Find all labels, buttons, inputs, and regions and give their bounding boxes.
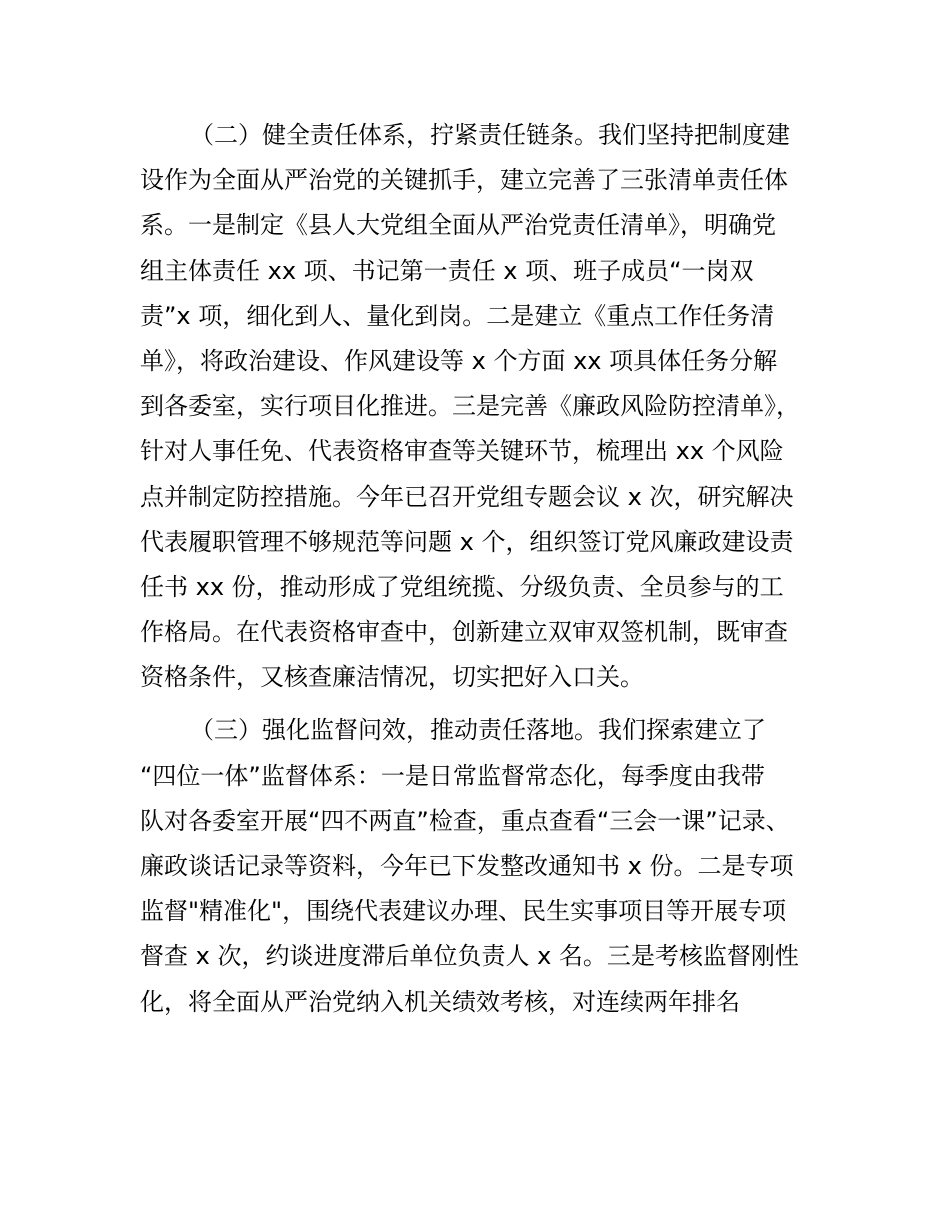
text-line: 针对人事任免、代表资格审查等关键环节，梳理出 xx 个风险: [140, 437, 784, 466]
paragraph-section-3: [140, 708, 830, 1024]
text-line: 点并制定防控措施。今年已召开党组专题会议 x 次，研究解决: [140, 482, 794, 511]
text-line: 系。一是制定《县人大党组全面从严治党责任清单》，明确党: [140, 211, 776, 240]
text-line: （三）强化监督问效，推动责任落地。我们探索建立了: [190, 716, 766, 745]
text-line: 监督"精准化"，围绕代表建议办理、民生实事项目等开展专项: [140, 897, 787, 926]
text-line: 单》，将政治建设、作风建设等 x 个方面 xx 项具体任务分解: [140, 346, 778, 375]
text-line: 督查 x 次，约谈进度滞后单位负责人 x 名。三是考核监督刚性: [140, 942, 799, 971]
text-line: 组主体责任 xx 项、书记第一责任 x 项、班子成员“一岗双: [140, 256, 754, 285]
body-text: [140, 113, 830, 1025]
text-line: （二）健全责任体系，拧紧责任链条。我们坚持把制度建: [190, 121, 790, 149]
text-line: 设作为全面从严治党的关键抓手，建立完善了三张清单责任体: [140, 166, 788, 195]
text-line: 任书 xx 份，推动形成了党组统揽、分级负责、全员参与的工: [140, 572, 784, 601]
paragraph-section-2: [140, 113, 830, 700]
text-line: 队对各委室开展“四不两直”检查，重点查看“三会一课”记录、: [140, 806, 790, 835]
text-line: 到各委室，实行项目化推进。三是完善《廉政风险防控清单》，: [140, 392, 800, 421]
text-line: 廉政谈话记录等资料，今年已下发整改通知书 x 份。二是专项: [140, 852, 794, 880]
text-line: “四位一体”监督体系：一是日常监督常态化，每季度由我带: [140, 761, 765, 790]
text-line: 代表履职管理不够规范等问题 x 个，组织签订党风廉政建设责: [140, 527, 794, 556]
text-line: 作格局。在代表资格审查中，创新建立双审双签机制，既审查: [140, 618, 788, 647]
text-line: 资格条件，又核查廉洁情况，切实把好入口关。: [140, 663, 644, 692]
text-line: 化，将全面从严治党纳入机关绩效考核，对连续两年排名: [140, 987, 740, 1016]
text-line: 责”x 项，细化到人、量化到岗。二是建立《重点工作任务清: [140, 301, 775, 330]
